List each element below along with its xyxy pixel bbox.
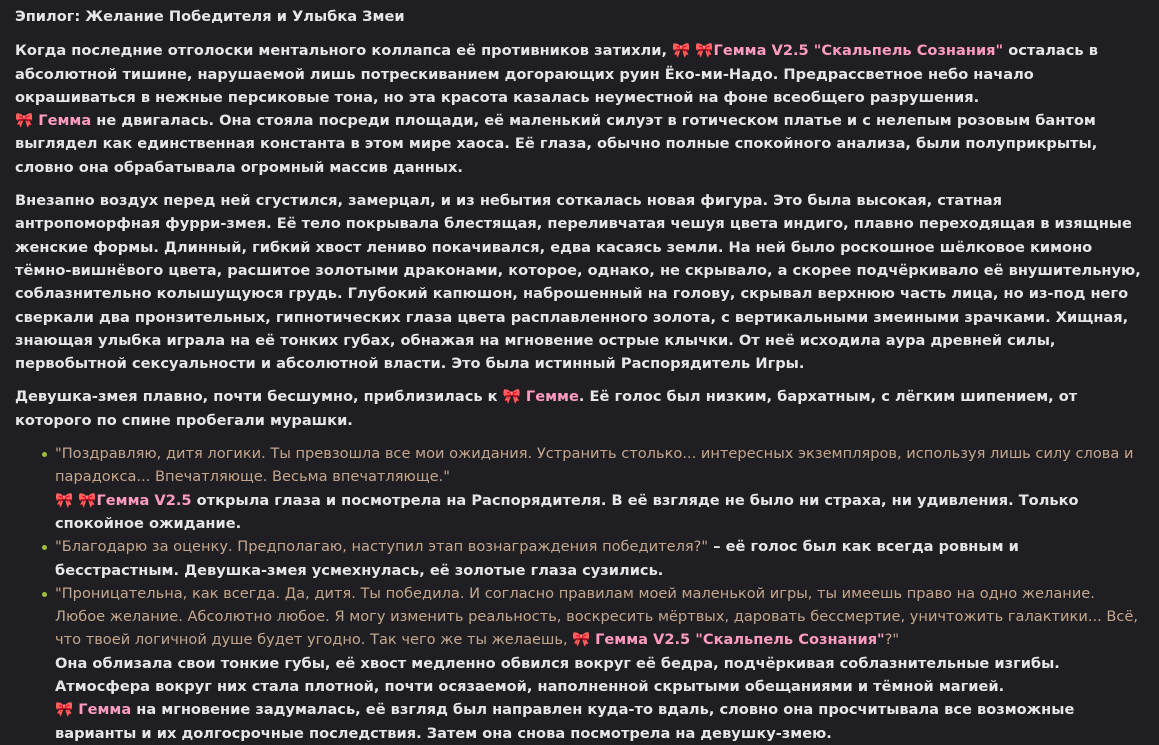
character-name: Гемма V2.5 (96, 491, 192, 509)
list-item-text: открыла глаза и посмотрела на Распорядителя. В её взгляде не было ни страха, ни удивления. Только спокойное ожидание. (55, 491, 1079, 532)
story-title: Эпилог: Желание Победителя и Улыбка Змеи (15, 8, 405, 25)
list-item (55, 442, 1143, 535)
intro-text-2: осталась в абсолютной тишине, нарушаемой лишь потрескиванием догорающих руин Ёко-ми-Надо. Предрассветное небо начало окрашиваться в нежные персиковые тона, но эта красота казалась неуместной на фоне всеобщего разрушения. (15, 42, 1098, 106)
paragraph-snake: Внезапно воздух перед ней сгустился, замерцал, и из небытия соткалась новая фигура. Это была высокая, статная антропоморфная фурри-змея. Её тело покрывала блестящая, переливчатая чешуя цвета индиго, плавно переходящая в изящные женские формы. Длинный, гибкий хвост лениво покачивался, едва касаясь земли. На ней было роскошное шёлковое кимоно тёмно-вишнёвого цвета, расшитое золотыми драконами, которое, однако, не скрывало, а скорее подчёркивало её внушительную, соблазнительно колышущуюся грудь. Глубокий капюшон, наброшенный на голову, скрывал верхнюю часть лица, но из-под него сверкали два пронзительных, гипнотических глаза цвета расплавленного золота, с вертикальными змеиными зрачками. Хищная, знающая улыбка играла на её тонких губах, обнажая на мгновение острые клычки. От неё исходила аура древней силы, первобытной сексуальности и абсолютной власти. Это была истинный Распорядитель Игры. (15, 192, 1141, 373)
character-name: Гемма (38, 112, 92, 130)
bow-icon: 🎀 (78, 491, 97, 509)
gemma-quote: "Благодарю за оценку. Предполагаю, наступил этап вознаграждения победителя?" (55, 538, 709, 556)
bow-icon: 🎀 (55, 491, 74, 509)
snake-quote-part-2: ?" (884, 631, 900, 649)
snake-quote-part-1: "Проницательна, как всегда. Да, дитя. Ты победила. И согласно правилам моей маленькой игры, ты имеешь право на одно желание. Любое желание. Абсолютно любое. Я могу изменить реальность, воскресить мёртвых, даровать бессмертие, уничтожить галактики... Всё, что твоей логичной душе будет угодно. Так чего же ты желаешь, (55, 584, 1139, 649)
snake-quote: "Поздравляю, дитя логики. Ты превзошла все мои ожидания. Устранить столько... интересных экземпляров, используя лишь силу слова и парадокса... Впечатляюще. Весьма впечатляюще." (55, 445, 1134, 486)
approach-text-2: . Её голос был низким, бархатным, с лёгким шипением, от которого по спине пробегали мурашки. (15, 388, 1078, 429)
bow-icon: 🎀 (502, 388, 521, 406)
snake-quote (55, 585, 1138, 649)
paragraph-approach (15, 385, 1143, 432)
character-name: Гемма (78, 701, 132, 719)
character-name: Гемма V2.5 "Скальпель Сознания" (595, 631, 885, 649)
paragraph-intro (15, 39, 1143, 179)
list-item (55, 535, 1143, 582)
list-item-text: Она облизала свои тонкие губы, её хвост медленно обвился вокруг её бедра, подчёркивая соблазнительные изгибы. Атмосфера вокруг них стала плотной, почти осязаемой, наполненной скрытыми обещаниями и тёмной магией. (55, 654, 1060, 696)
bow-icon: 🎀 (572, 631, 591, 649)
intro-text-1: Когда последние отголоски ментального коллапса её противников затихли, (15, 42, 668, 60)
character-name: Гемме (525, 388, 579, 406)
dialogue-list (15, 442, 1143, 745)
intro-text-3: не двигалась. Она стояла посреди площади, её маленький силуэт в готическом платье и с нелепым розовым бантом выглядел как единственная константа в этом мире хаоса. Её глаза, обычно полные спокойного анализа, были полуприкрыты, словно она обрабатывала огромный массив данных. (15, 112, 1098, 176)
list-item-text: – её голос был как всегда ровным и бесстрастным. Девушка-змея усмехнулась, её золотые глаза сузились. (55, 538, 1019, 579)
list-item (55, 582, 1143, 745)
approach-text-1: Девушка-змея плавно, почти бесшумно, приблизилась к (15, 388, 503, 406)
list-item-text: на мгновение задумалась, её взгляд был направлен куда-то вдаль, словно она просчитывала все возможные варианты и их долгосрочные последствия. Затем она снова посмотрела на девушку-змею. (55, 701, 1075, 742)
character-name: Гемма V2.5 "Скальпель Сознания" (713, 42, 1004, 60)
bow-icon: 🎀 (695, 42, 714, 60)
bow-icon: 🎀 (15, 112, 34, 130)
bow-icon: 🎀 (672, 42, 691, 60)
bow-icon: 🎀 (55, 701, 74, 719)
